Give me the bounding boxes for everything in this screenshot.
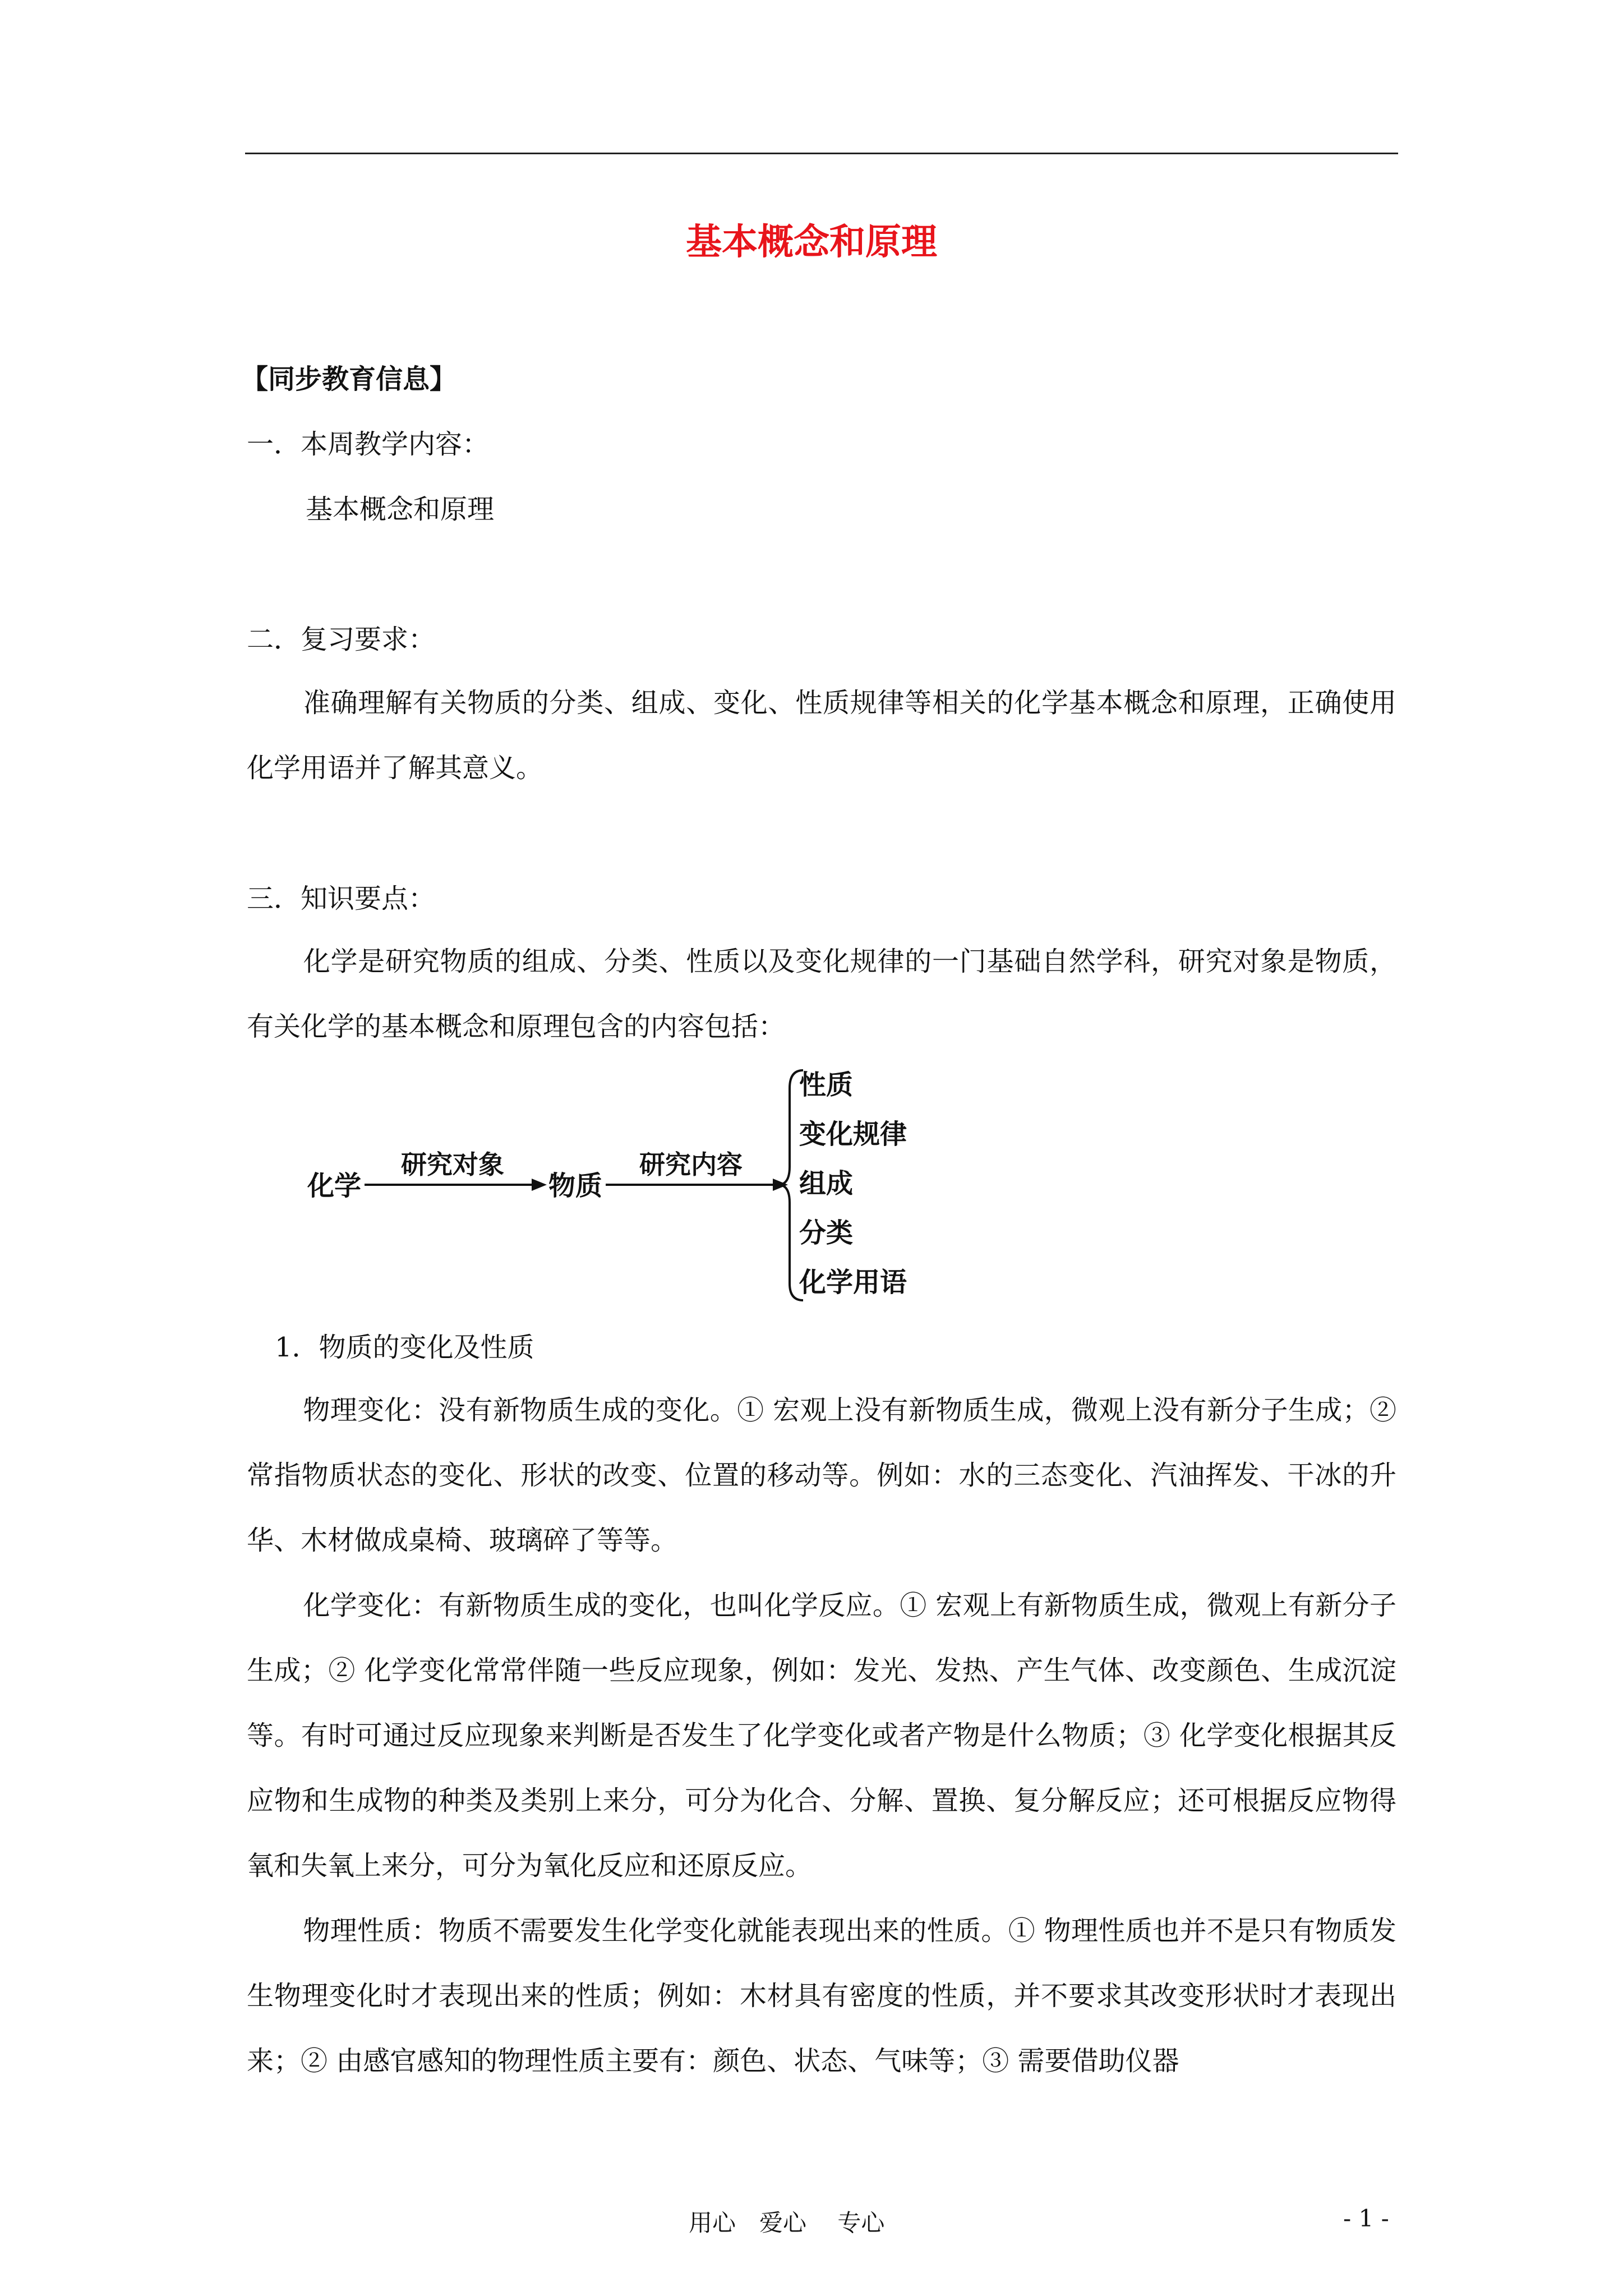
diagram-arrow1-label: 研究对象 <box>401 1149 504 1180</box>
diagram-arrow2-label: 研究内容 <box>639 1149 743 1180</box>
chemical-change-text: 化学变化：有新物质生成的变化，也叫化学反应。① 宏观上有新物质生成，微观上有新分子生成；② 化学变化常常伴随一些反应现象，例如：发光、发热、产生气体、改变颜色、生成沉淀等。有时可通过反应现象来判断是否发生了化学变化或者产物是什么物质；③ 化学变化根据其反应物和生成物的种类及类别上来分，可分为化合、分解、置换、复分解反应；还可根据反应物得氧和失氧上来分，可分为氧化反应和还原反应。 <box>247 1590 1396 1881</box>
diagram-branch-2: 变化规律 <box>799 1119 907 1150</box>
diagram-branch-3: 组成 <box>799 1168 854 1199</box>
diagram-branch-4: 分类 <box>799 1217 854 1249</box>
section-2-text: 准确理解有关物质的分类、组成、变化、性质规律等相关的化学基本概念和原理，正确使用化学用语并了解其意义。 <box>247 687 1396 784</box>
physical-change-paragraph <box>247 1378 1396 1573</box>
diagram-arrow1-head <box>532 1179 547 1191</box>
diagram-branch-5: 化学用语 <box>799 1267 907 1298</box>
physical-property-text: 物理性质：物质不需要发生化学变化就能表现出来的性质。① 物理性质也并不是只有物质发生物理变化时才表现出来的性质；例如：木材具有密度的性质，并不要求其改变形状时才表现出来；② 由感官感知的物理性质主要有：颜色、状态、气味等；③ 需要借助仪器 <box>247 1915 1396 2077</box>
diagram-branch-1: 性质 <box>799 1069 854 1101</box>
page-number: - 1 - <box>1343 2205 1389 2232</box>
section-3-intro-text: 化学是研究物质的组成、分类、性质以及变化规律的一门基础自然学科，研究对象是物质，有关化学的基本概念和原理包含的内容包括： <box>247 946 1396 1042</box>
chemical-change-paragraph <box>247 1573 1396 1898</box>
footer-motto: 用心 爱心 专心 <box>689 2209 885 2237</box>
section-2-heading: 二．复习要求： <box>247 624 436 655</box>
document-title: 基本概念和原理 <box>686 221 937 263</box>
diagram-start: 化学 <box>307 1170 362 1202</box>
section-1-content: 基本概念和原理 <box>306 494 495 525</box>
subsection-1-heading: 1．物质的变化及性质 <box>275 1332 534 1363</box>
section-1-heading: 一．本周教学内容： <box>247 429 490 460</box>
section-3-heading: 三．知识要点： <box>247 883 436 914</box>
info-heading: 【同步教育信息】 <box>241 364 457 395</box>
diagram-middle: 物质 <box>548 1170 603 1202</box>
physical-change-text: 物理变化：没有新物质生成的变化。① 宏观上没有新物质生成，微观上没有新分子生成；② 常指物质状态的变化、形状的改变、位置的移动等。例如：水的三态变化、汽油挥发、干冰的升华、木材做成桌椅、玻璃碎了等等。 <box>247 1395 1396 1556</box>
physical-property-paragraph <box>247 1898 1396 2093</box>
